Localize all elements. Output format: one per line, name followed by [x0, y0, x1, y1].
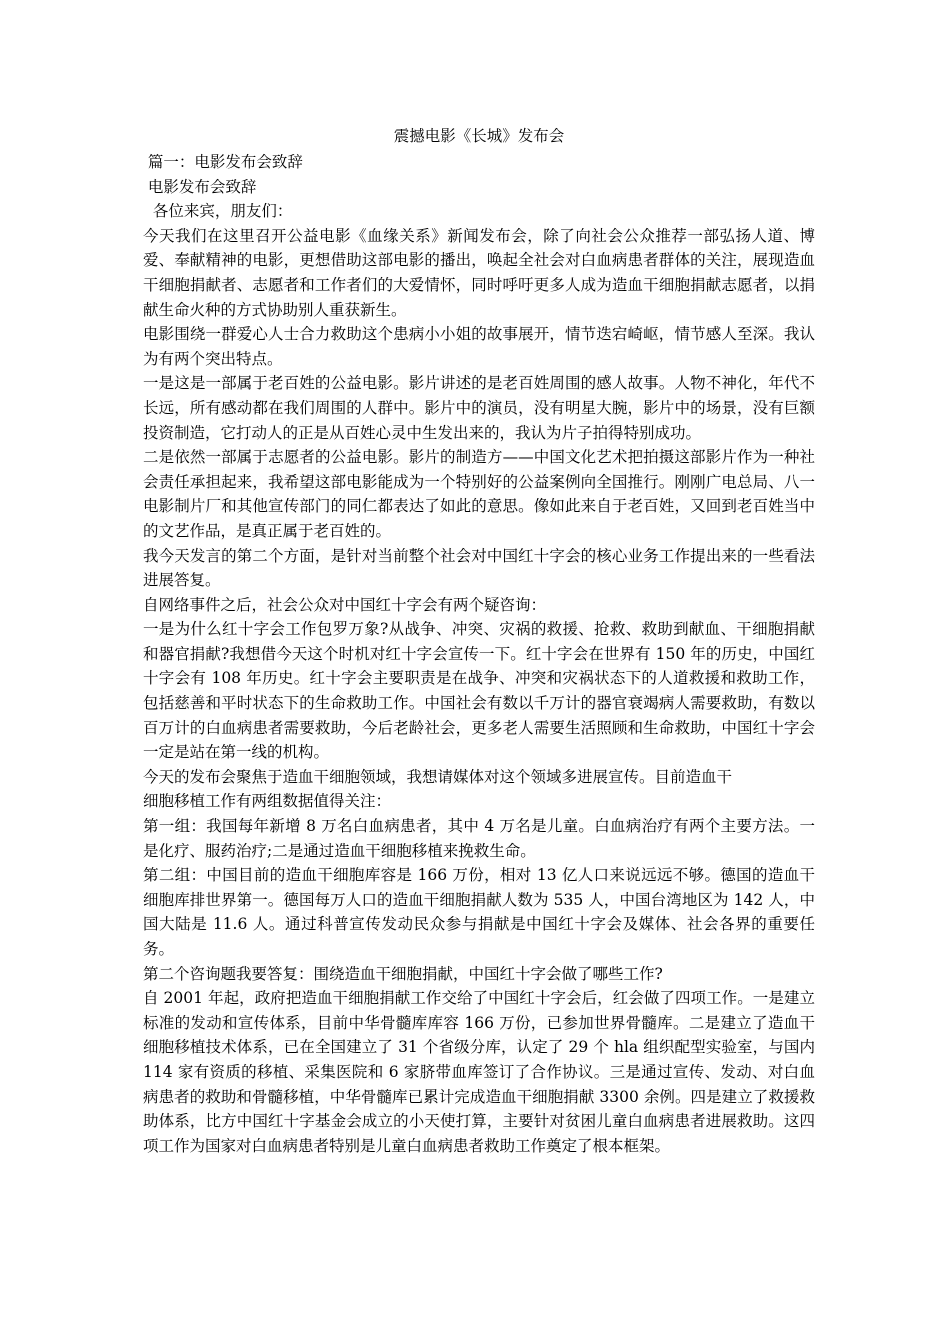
document-page [143, 124, 815, 1158]
paragraph-media-focus: 今天的发布会聚焦于造血干细胞领域，我想请媒体对这个领域多进展宣传。目前造血干 细胞移植工作有两组数据值得关注： [143, 767, 733, 811]
paragraph-data-group-one: 第一组：我国每年新增 8 万名白血病患者，其中 4 万名是儿童。白血病治疗有两个主要方法。一是化疗、服药治疗;二是通过造血干细胞移植来挽救生命。 [143, 817, 815, 860]
paragraph-second-aspect: 我今天发言的第二个方面，是针对当前整个社会对中国红十字会的核心业务工作提出来的一些看法进展答复。 [143, 546, 815, 590]
document-body [143, 150, 815, 1158]
paragraph-data-group-two: 第二组：中国目前的造血干细胞库容是 166 万份，相对 13 亿人口来说远远不够。德国的造血干细胞库排世界第一。德国每万人口的造血干细胞捐献人数为 535 人，中国台湾地区为 142 人，中国大陆是 11.6 人。通过科普宣传发动民众参与捐献是中国红十字会及媒体、社会各界的重要任务。 [143, 866, 815, 958]
paragraph-two-questions: 自网络事件之后，社会公众对中国红十字会有两个疑咨询： [143, 595, 547, 614]
paragraph-subheading: 电影发布会致辞 [143, 177, 257, 196]
document-title: 震撼电影《长城》发布会 [393, 127, 565, 145]
paragraph-question-two: 第二个咨询题我要答复：围绕造血干细胞捐献，中国红十字会做了哪些工作? [143, 964, 663, 983]
paragraph-intro: 今天我们在这里召开公益电影《血缘关系》新闻发布会，除了向社会公众推荐一部弘扬人道、博爱、奉献精神的电影，更想借助这部电影的播出，唤起全社会对白血病患者群体的关注，展现造血干细胞捐献者、志愿者和工作者们的大爱情怀，同时呼吁更多人成为造血干细胞捐献志愿者，以捐献生命火种的方式协助别人重获新生。 [143, 226, 815, 319]
paragraph-question-one: 一是为什么红十字会工作包罗万象?从战争、冲突、灾祸的救援、抢救、救助到献血、干细胞捐献和器官捐献?我想借今天这个时机对红十字会宣传一下。红十字会在世界有 150 年的历史，中国红十字会有 108 年历史。红十字会主要职责是在战争、冲突和灾祸状态下的人道救援和救助工作，包括慈善和平时状态下的生命救助工作。中国社会有数以千万计的器官衰竭病人需要救助，有数以百万计的白血病患者需要救助，今后老龄社会，更多老人需要生活照顾和生命救助，中国红十字会一定是站在第一线的机构。 [143, 620, 815, 762]
paragraph-salutation: 各位来宾，朋友们： [143, 202, 293, 221]
paragraph-feature-one: 一是这是一部属于老百姓的公益电影。影片讲述的是老百姓周围的感人故事。人物不神化，年代不长远，所有感动都在我们周围的人群中。影片中的演员，没有明星大腕，影片中的场景，没有巨额投资制造，它打动人的正是从百姓心灵中生发出来的，我认为片子拍得特别成功。 [143, 374, 815, 442]
paragraph-feature-two: 二是依然一部属于志愿者的公益电影。影片的制造方——中国文化艺术把拍摄这部影片作为一种社会责任承担起来，我希望这部电影能成为一个特别好的公益案例向全国推行。刚刚广电总局、八一电影制片厂和其他宣传部门的同仁都表达了如此的意思。像如此来自于老百姓，又回到老百姓当中的文艺作品，是真正属于老百姓的。 [143, 448, 815, 540]
paragraph-section-heading: 篇一：电影发布会致辞 [143, 153, 303, 171]
paragraph-film-features: 电影围绕一群爱心人士合力救助这个患病小小姐的故事展开，情节迭宕崎岖，情节感人至深。我认为有两个突出特点。 [143, 325, 815, 368]
paragraph-four-tasks: 自 2001 年起，政府把造血干细胞捐献工作交给了中国红十字会后，红会做了四项工作。一是建立标准的发动和宣传体系，目前中华骨髓库库容 166 万份，已参加世界骨髓库。二是建立了造血干细胞移植技术体系，已在全国建立了 31 个省级分库，认定了 29 个 hla 组织配型实验室，与国内 114 家有资质的移植、采集医院和 6 家脐带血库签订了合作协议。三是通过宣传、发动、对白血病患者的救助和骨髓移植，中华骨髓库已累计完成造血干细胞捐献 3300 余例。四是建立了救援救助体系，比方中国红十字基金会成立的小天使打算，主要针对贫困儿童白血病患者进展救助。这四项工作为国家对白血病患者特别是儿童白血病患者救助工作奠定了根本框架。 [143, 989, 815, 1155]
